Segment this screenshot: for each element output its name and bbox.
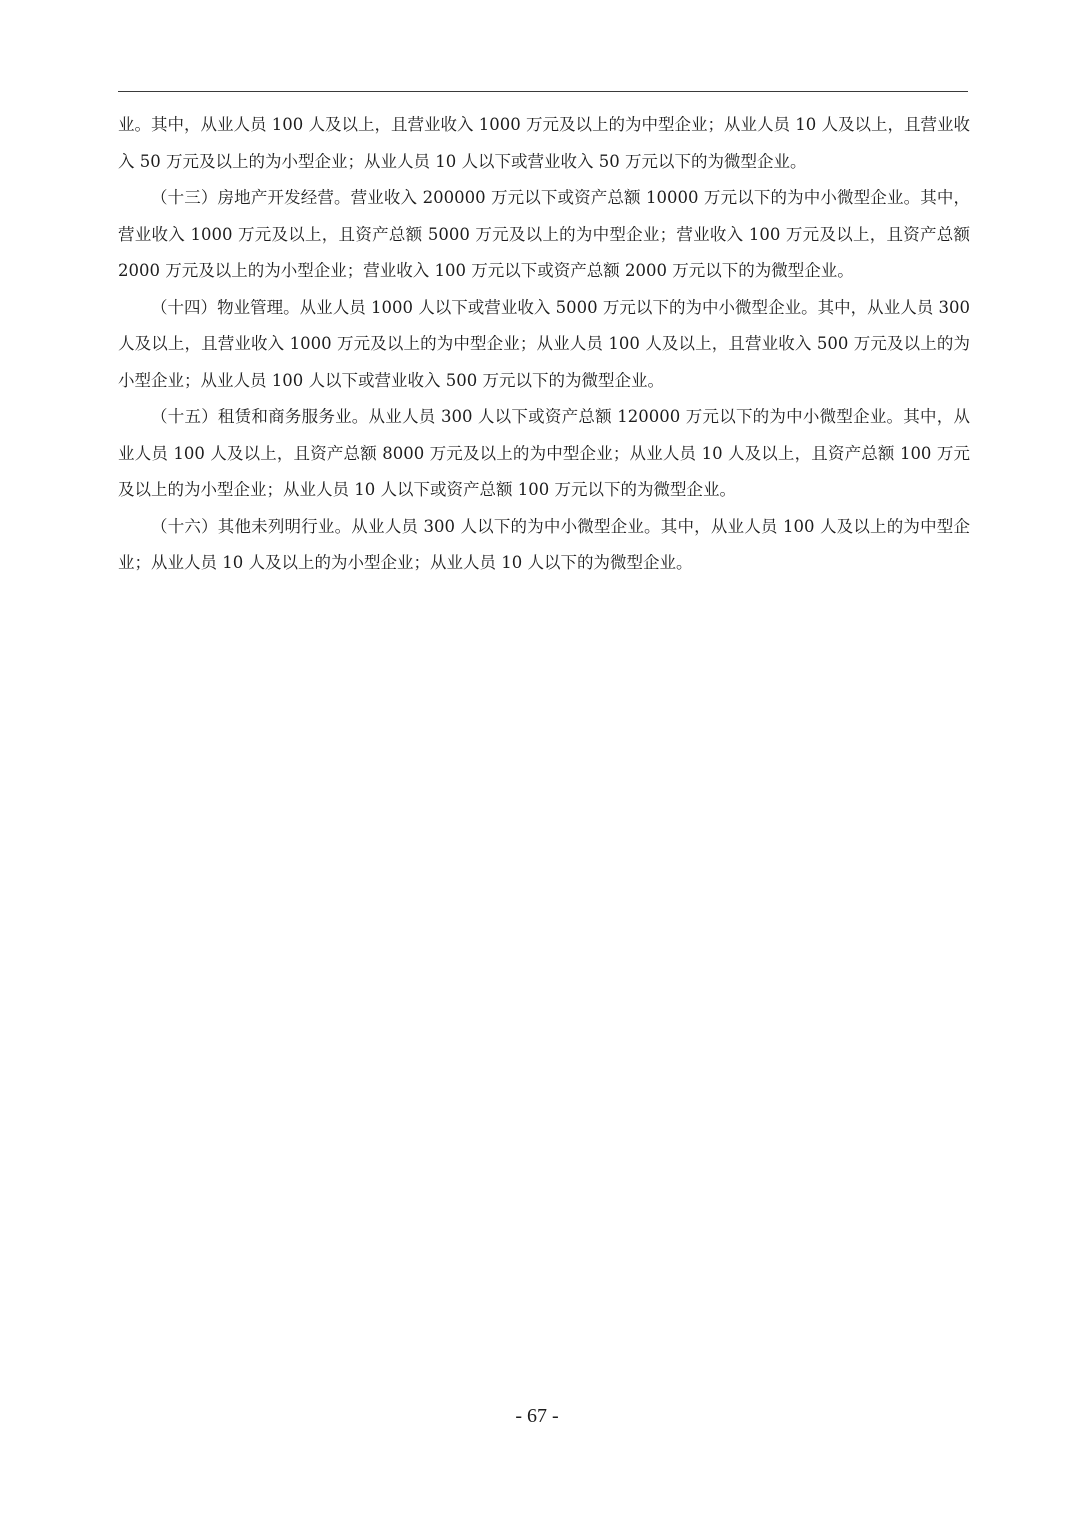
paragraph-other-industries: （十六）其他未列明行业。从业人员 300 人以下的为中小微型企业。其中，从业人员 100 人及以上的为中型企业；从业人员 10 人及以上的为小型企业；从业人员 10 人以下的为微型企业。 [118, 516, 970, 572]
paragraph-property-management: （十四）物业管理。从业人员 1000 人以下或营业收入 5000 万元以下的为中小微型企业。其中，从业人员 300 人及以上，且营业收入 1000 万元及以上的为中型企业；从业人员 100 人及以上，且营业收入 500 万元及以上的为小型企业；从业人员 100 人以下或营业收入 500 万元以下的为微型企业。 [118, 297, 970, 390]
page-number: - 67 - [515, 1405, 559, 1427]
paragraph-continuation: 业。其中，从业人员 100 人及以上，且营业收入 1000 万元及以上的为中型企业；从业人员 10 人及以上，且营业收入 50 万元及以上的为小型企业；从业人员 10 人以下或营业收入 50 万元以下的为微型企业。 [118, 115, 970, 171]
paragraph-real-estate: （十三）房地产开发经营。营业收入 200000 万元以下或资产总额 10000 万元以下的为中小微型企业。其中，营业收入 1000 万元及以上，且资产总额 5000 万元及以上的为中型企业；营业收入 100 万元及以上，且资产总额 2000 万元及以上的为小型企业；营业收入 100 万元以下或资产总额 2000 万元以下的为微型企业。 [118, 188, 970, 280]
paragraph-leasing-business-services: （十五）租赁和商务服务业。从业人员 300 人以下或资产总额 120000 万元以下的为中小微型企业。其中，从业人员 100 人及以上，且资产总额 8000 万元及以上的为中型企业；从业人员 10 人及以上，且资产总额 100 万元及以上的为小型企业；从业人员 10 人以下或资产总额 100 万元以下的为微型企业。 [118, 407, 970, 499]
header-rule [118, 91, 968, 92]
body-text [118, 107, 970, 582]
